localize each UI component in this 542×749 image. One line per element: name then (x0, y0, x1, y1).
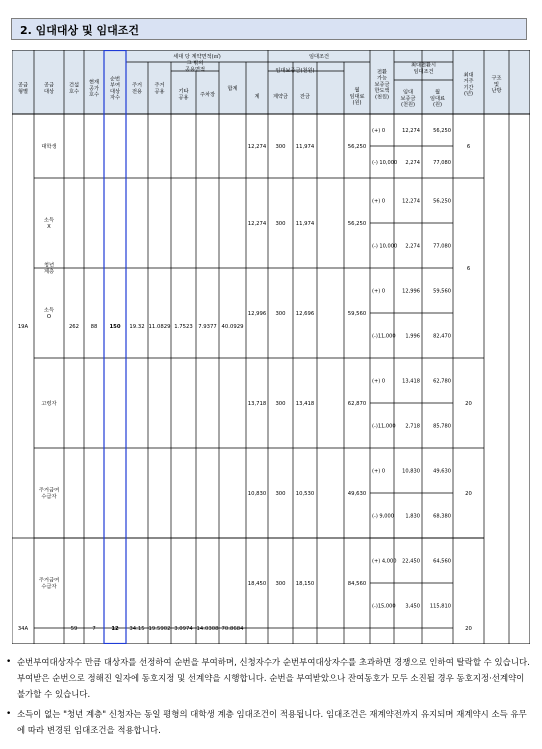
conversion-amount-4: (+) 0 (372, 288, 386, 295)
header-rent-group: 임대조건 (308, 53, 330, 60)
households-0: 262 (68, 323, 80, 330)
monthly-rent-0: 56,250 (347, 143, 367, 150)
note-priority: • 순번부여대상자수 만큼 대상자를 선정하여 순번을 부여하며, 신청자수가 순번부여대상자수를 초과하면 경쟁으로 인하여 탈락할 수 있습니다. 부여받은 순번으로 정해진 일자에 동호지정 및 선계약을 시행합니다. 순번을 부여받았으나 잔여동호가 모두 소진될 경우 동호지정·선계약이 불가할 수 있습니다. (6, 657, 530, 699)
target-2: 소득 X (43, 217, 55, 231)
area-0-1: 11.0829 (148, 323, 171, 330)
area-1-0: 34.15 (129, 625, 145, 632)
rental-conditions-table (12, 50, 530, 644)
monthly-rent-1: 56,250 (347, 220, 367, 227)
conversion-rent-0: 56,250 (433, 127, 451, 134)
conversion-amount-5: (-)11,000 (372, 333, 396, 340)
header-deposit-group: 임대보증금(천원) (275, 67, 315, 74)
notes (6, 654, 534, 742)
target-6: 주거급여 수급자 (38, 577, 60, 591)
conversion-deposit-9: 1,830 (405, 513, 420, 520)
area-1-2: 3.0974 (174, 625, 193, 632)
note-youth-income: • 소득이 없는 "청년 계층" 신청자는 동일 평형의 대학생 계층 임대조건이 적용됩니다. 임대조건은 재계약전까지 유지되며 재계약시 소득 유무에 따라 변경된 임대조건을 적용합니다. (6, 709, 527, 735)
conversion-deposit-8: 10,830 (402, 468, 420, 475)
max-period-2: 20 (465, 400, 472, 407)
target-5: 주거급여 수급자 (38, 487, 60, 501)
conversion-rent-6: 62,780 (433, 378, 451, 385)
area-0-0: 19.32 (129, 323, 145, 330)
deposit-1-0: 12,274 (247, 220, 267, 227)
header-target: 공급 대상 (43, 82, 55, 95)
note-youth-income-text: 소득이 없는 "청년 계층" 신청자는 동일 평형의 대학생 계층 임대조건이 적용됩니다. 임대조건은 재계약전까지 유지되며 재계약시 소득 유무에 따라 변경된 임대조건을 적용합니다. (17, 709, 527, 735)
conversion-deposit-10: 22,450 (402, 558, 420, 565)
conversion-amount-11: (-)15,000 (372, 603, 396, 610)
conversion-deposit-0: 12,274 (402, 127, 420, 134)
conversion-rent-4: 59,560 (433, 288, 451, 295)
target-1: 청년 계층 (43, 262, 55, 276)
header-existing: 현재 공가 호수 (88, 79, 100, 99)
header-resi-only: 주거 전용 (131, 82, 143, 95)
supply-type-0: 19A (17, 323, 29, 330)
conversion-rent-11: 115,810 (429, 603, 451, 610)
deposit-3-1: 300 (275, 400, 286, 407)
conversion-rent-1: 77,080 (433, 159, 451, 166)
header-max-conversion-group: 최대전환시 임대조건 (410, 62, 437, 75)
conversion-rent-3: 77,080 (433, 243, 451, 250)
deposit-5-0: 18,450 (247, 580, 267, 587)
conversion-deposit-11: 3,450 (405, 603, 420, 610)
header-deposit-total: 계 (254, 93, 260, 100)
section-title: 2. 임대대상 및 임대조건 (20, 24, 139, 37)
area-1-4: 70.8684 (221, 625, 244, 632)
deposit-4-1: 300 (275, 490, 286, 497)
monthly-rent-3: 62,870 (347, 400, 367, 407)
households-1: 59 (70, 625, 78, 632)
deposit-3-0: 13,718 (247, 400, 267, 407)
target-4: 고령자 (41, 400, 57, 407)
deposit-2-1: 300 (275, 310, 286, 317)
header-supply-type: 공급 형별 (17, 82, 29, 95)
conversion-amount-6: (+) 0 (372, 378, 386, 385)
conversion-deposit-6: 13,418 (402, 378, 420, 385)
header-monthly-rent: 월 임대료 (원) (349, 87, 365, 107)
conversion-deposit-4: 12,996 (402, 288, 420, 295)
priority-column-highlight (104, 51, 126, 644)
header-other-common-group: 그 밖의 공용면적 (184, 60, 206, 73)
deposit-0-2: 11,974 (295, 143, 315, 150)
conversion-deposit-1: 2,274 (405, 159, 420, 166)
target-0: 대학생 (41, 143, 57, 150)
header-max-period: 최대 거주 기간 (년) (463, 72, 474, 98)
conversion-rent-9: 68,380 (433, 513, 451, 520)
header-other-common: 기타 공용 (178, 88, 189, 101)
target-3: 소득 O (43, 307, 55, 321)
conversion-deposit-2: 12,274 (402, 198, 420, 205)
section-header (11, 18, 527, 40)
deposit-5-2: 18,150 (295, 580, 315, 587)
conversion-deposit-3: 2,274 (405, 243, 420, 250)
conversion-amount-9: (-) 9,000 (372, 513, 395, 520)
area-0-4: 40.0929 (221, 323, 244, 330)
header-area-total: 합계 (227, 85, 238, 92)
deposit-5-1: 300 (275, 580, 286, 587)
header-parking: 주차장 (199, 91, 216, 98)
deposit-3-2: 13,418 (295, 400, 315, 407)
max-period-1: 6 (466, 265, 471, 272)
area-0-3: 7.9377 (198, 323, 217, 330)
deposit-0-1: 300 (275, 143, 286, 150)
deposit-4-0: 10,830 (247, 490, 267, 497)
max-period-3: 20 (465, 490, 472, 497)
deposit-4-2: 10,530 (295, 490, 315, 497)
conversion-amount-7: (-)11,000 (372, 423, 396, 430)
priority-0: 150 (109, 323, 121, 330)
conversion-rent-10: 64,560 (433, 558, 451, 565)
monthly-rent-2: 59,560 (347, 310, 367, 317)
conversion-amount-1: (-) 10,000 (372, 159, 398, 166)
deposit-1-1: 300 (275, 220, 286, 227)
header-priority: 순번 부여 대상 자수 (109, 76, 121, 102)
monthly-rent-4: 49,630 (347, 490, 367, 497)
deposit-1-2: 11,974 (295, 220, 315, 227)
max-period-4: 20 (465, 625, 472, 632)
rental-conditions-grid (12, 50, 530, 644)
conversion-deposit-7: 2,718 (405, 423, 420, 430)
header-resi-common: 주거 공용 (154, 82, 165, 95)
area-1-1: 19.5902 (148, 625, 171, 632)
header-conversion: 전환 가능 보증금 한도액 (천원) (374, 69, 390, 101)
conversion-amount-0: (+) 0 (372, 127, 386, 134)
conversion-deposit-5: 1,996 (405, 333, 420, 340)
supply-type-1: 34A (17, 625, 29, 632)
header-balance: 잔금 (299, 93, 311, 100)
max-period-0: 6 (466, 143, 471, 150)
deposit-0-0: 12,274 (247, 143, 267, 150)
header-structure: 구조 및 난방 (491, 75, 502, 95)
monthly-rent-5: 84,560 (347, 580, 367, 587)
conversion-amount-3: (-) 10,000 (372, 243, 398, 250)
conversion-rent-8: 49,630 (433, 468, 451, 475)
area-1-3: 14.0308 (196, 625, 219, 632)
header-conversion-rent: 월 임대료 (원) (429, 89, 446, 109)
note-priority-text: 순번부여대상자수 만큼 대상자를 선정하여 순번을 부여하며, 신청자수가 순번부여대상자수를 초과하면 경쟁으로 인하여 탈락할 수 있습니다. 부여받은 순번으로 정해진 일자에 동호지정 및 선계약을 시행합니다. 순번을 부여받았으나 잔여동호가 모두 소진될 경우 동호지정·선계약이 불가할 수 있습니다. (17, 657, 530, 699)
conversion-amount-8: (+) 0 (372, 468, 386, 475)
header-households: 건설 호수 (68, 82, 80, 95)
conversion-rent-7: 85,780 (433, 423, 451, 430)
conversion-amount-10: (+) 4,000 (372, 558, 397, 565)
header-contract: 계약금 (272, 93, 289, 100)
deposit-2-0: 12,996 (247, 310, 267, 317)
area-0-2: 1.7523 (174, 323, 193, 330)
deposit-2-2: 12,696 (295, 310, 315, 317)
header-conversion-deposit: 임대 보증금 (천원) (400, 89, 416, 109)
existing-1: 7 (92, 625, 96, 632)
conversion-rent-2: 56,250 (433, 198, 451, 205)
header-area-group: 세대 당 계약면적(㎡) (173, 53, 221, 60)
conversion-amount-2: (+) 0 (372, 198, 386, 205)
conversion-rent-5: 82,470 (433, 333, 451, 340)
priority-1: 12 (111, 625, 119, 632)
existing-0: 88 (90, 323, 98, 330)
